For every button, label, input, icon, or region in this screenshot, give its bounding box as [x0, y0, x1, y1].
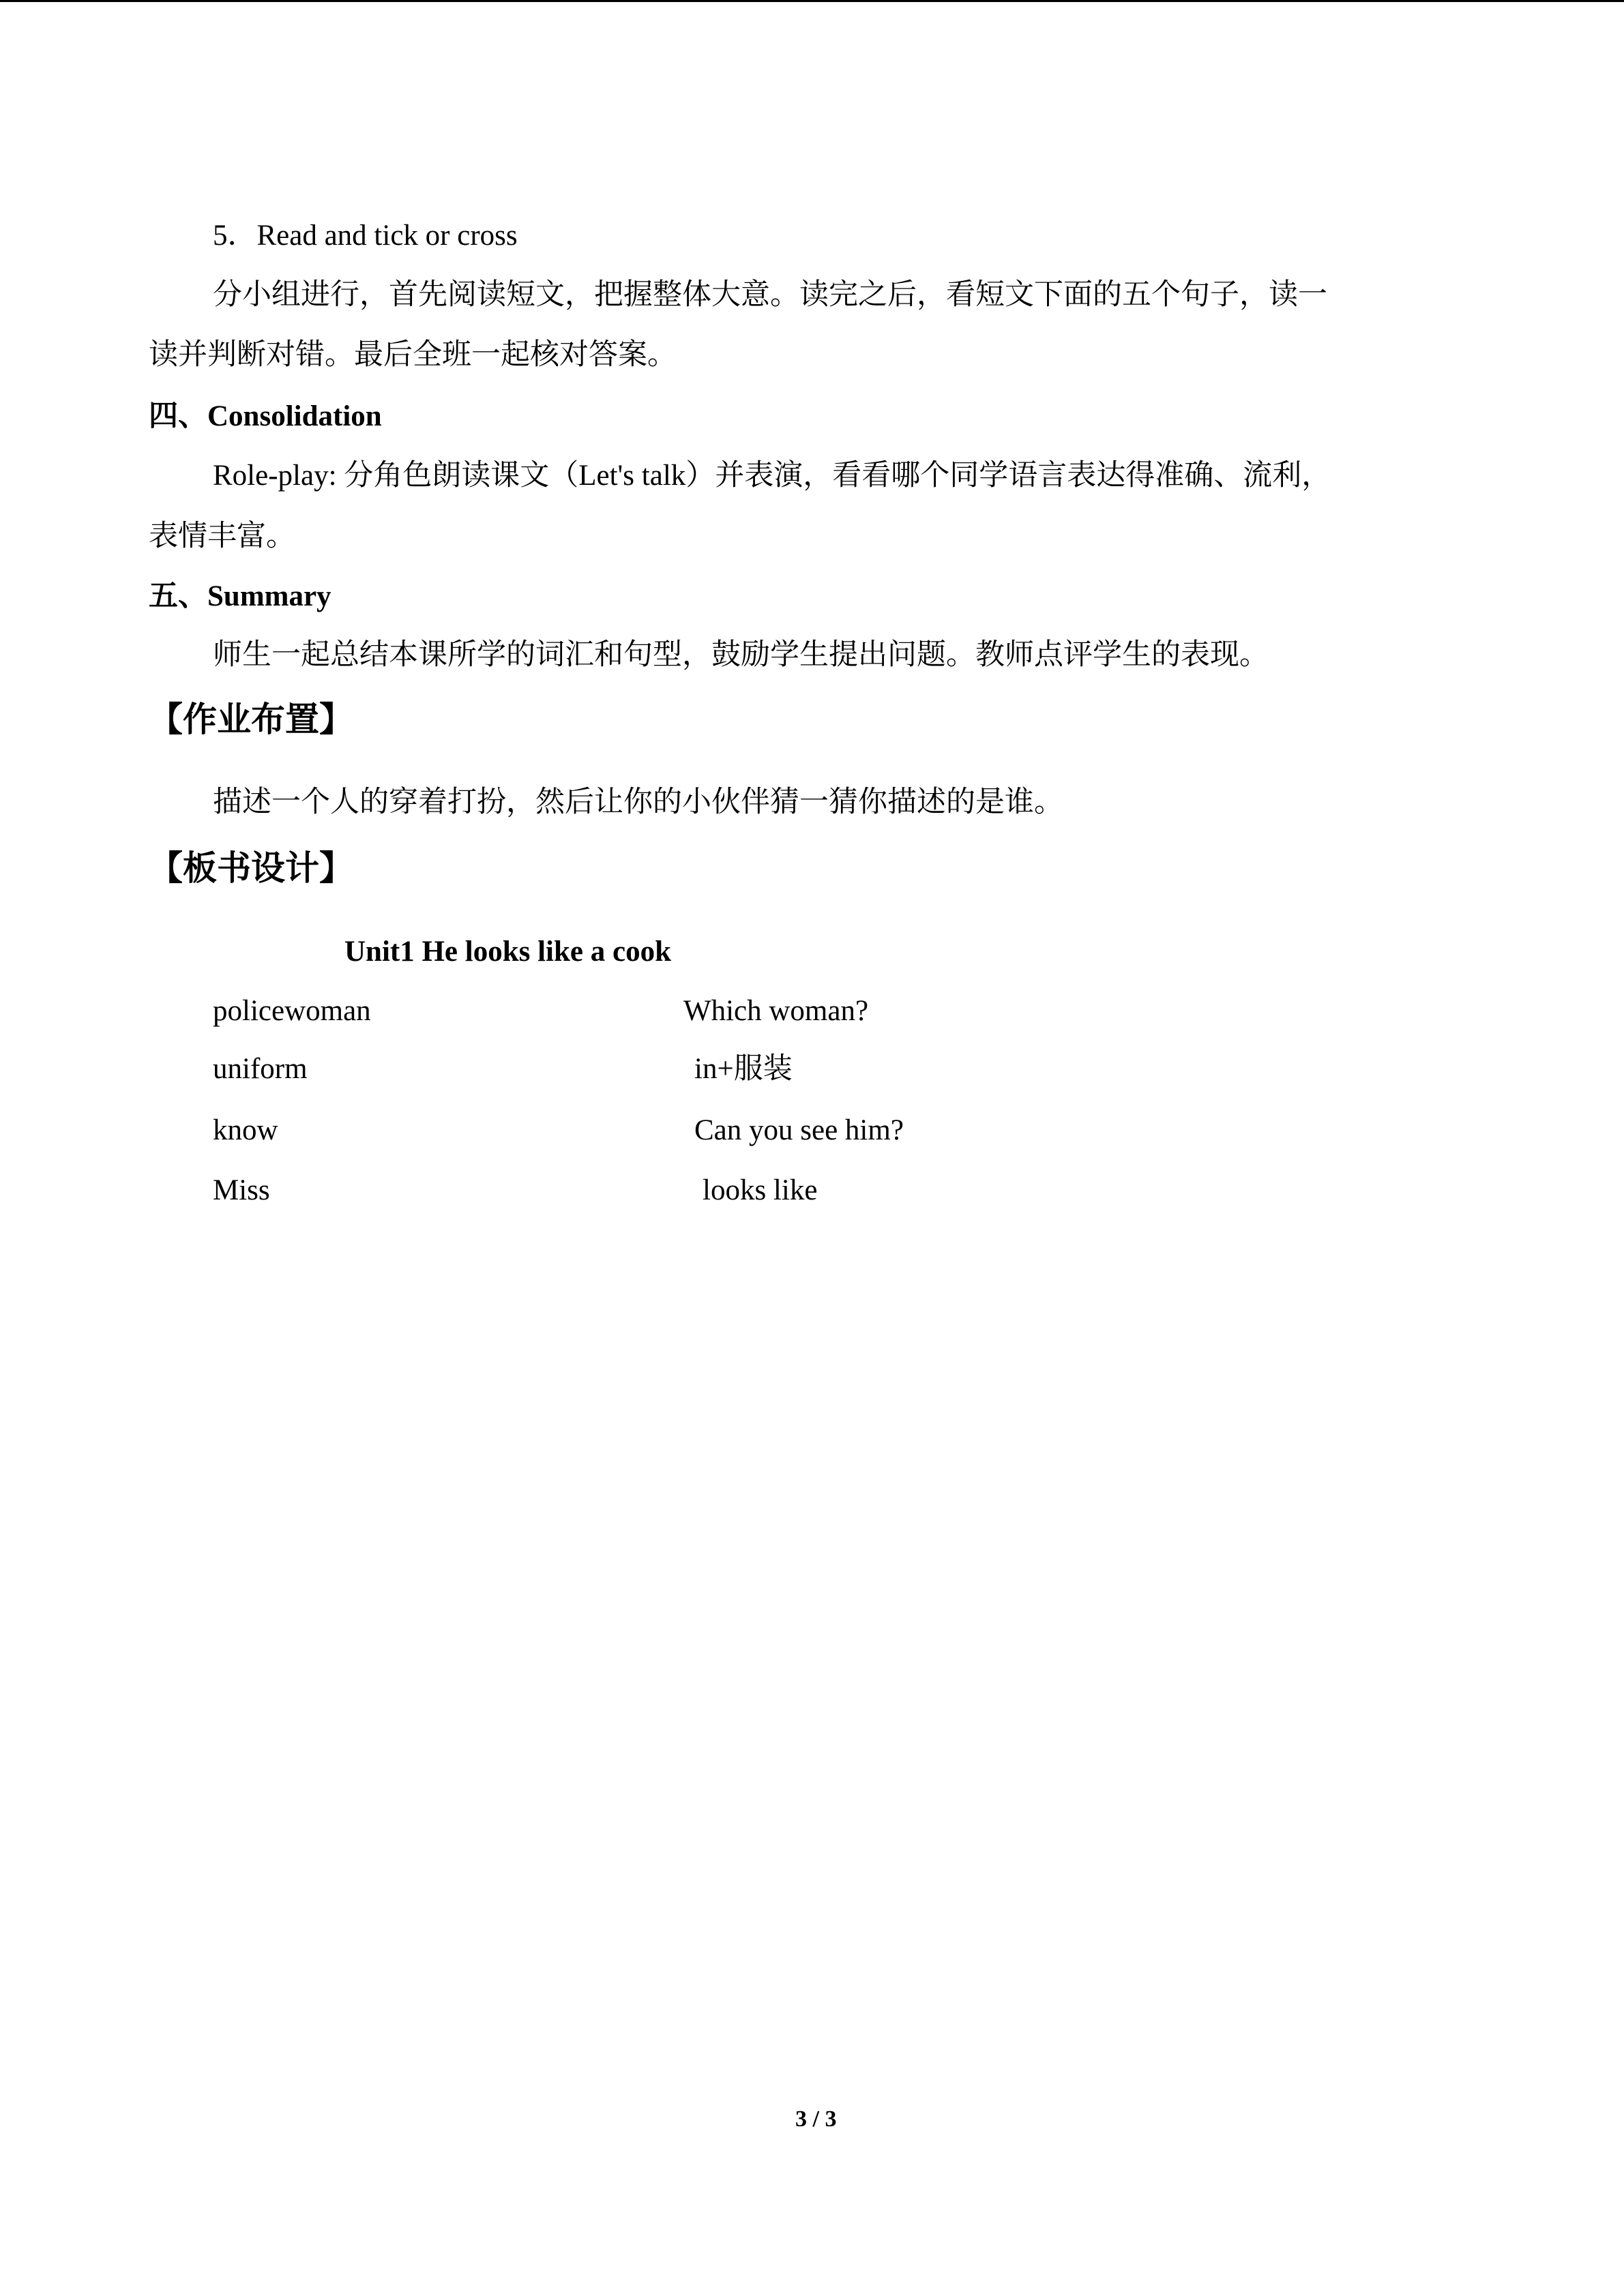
board-row-right: looks like	[703, 1174, 818, 1206]
board-row-left: Miss	[213, 1174, 270, 1206]
summary-heading-number: 五、	[149, 579, 207, 613]
consolidation-heading	[149, 397, 382, 436]
board-heading: 【板书设计】	[149, 848, 353, 888]
consolidation-line1: Role-play: 分角色朗读课文（Let's talk）并表演，看看哪个同学语言表达得准确、流利，	[213, 460, 1331, 492]
homework-text: 描述一个人的穿着打扮，然后让你的小伙伴猜一猜你描述的是谁。	[213, 785, 1063, 819]
summary-line1: 师生一起总结本课所学的词汇和句型，鼓励学生提出问题。教师点评学生的表现。	[213, 638, 1269, 672]
page-number: 3 / 3	[795, 2106, 837, 2132]
consolidation-heading-text: Consolidation	[207, 400, 382, 432]
board-row-left: know	[213, 1114, 278, 1146]
homework-heading: 【作业布置】	[149, 700, 353, 739]
board-title: Unit1 He looks like a cook	[344, 936, 672, 968]
step5-paragraph-line2: 读并判断对错。最后全班一起核对答案。	[149, 338, 677, 372]
board-row-right: Can you see him?	[694, 1114, 904, 1146]
page-top-border	[0, 0, 1624, 2]
step5-title: 5．Read and tick or cross	[213, 220, 518, 252]
board-row-right: Which woman?	[683, 995, 869, 1027]
board-row-left: policewoman	[213, 995, 371, 1027]
summary-heading	[149, 577, 331, 616]
board-row-left: uniform	[213, 1053, 308, 1085]
consolidation-heading-number: 四、	[149, 399, 207, 433]
summary-heading-text: Summary	[207, 580, 331, 612]
consolidation-line2: 表情丰富。	[149, 519, 295, 553]
board-row-right: in+服装	[694, 1053, 793, 1085]
step5-paragraph-line1: 分小组进行，首先阅读短文，把握整体大意。读完之后，看短文下面的五个句子，读一	[213, 278, 1327, 312]
